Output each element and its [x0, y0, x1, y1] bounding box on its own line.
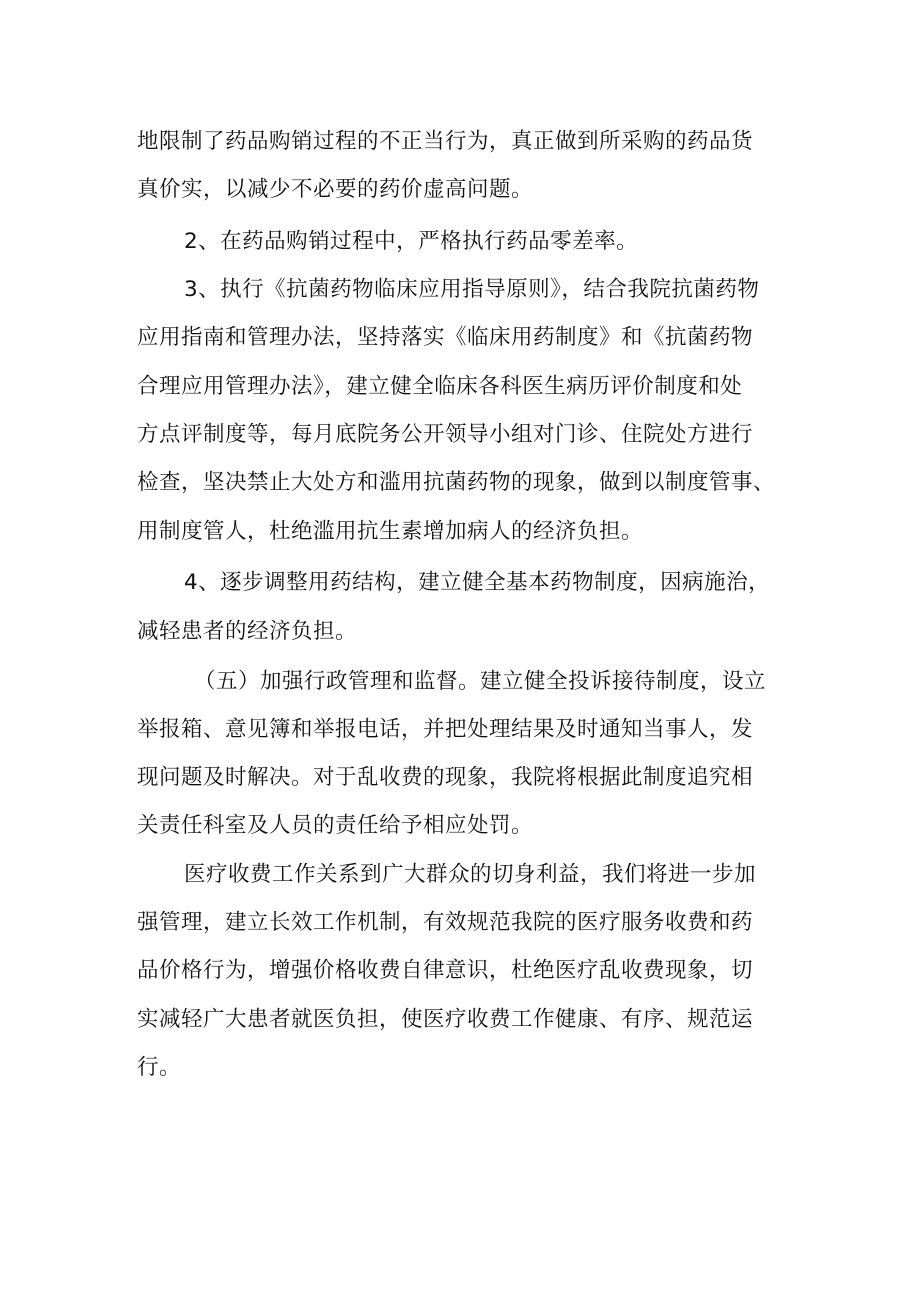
text-line: 用制度管人，杜绝滥用抗生素增加病人的经济负担。 — [137, 519, 644, 544]
text-line: 行。 — [137, 1055, 182, 1080]
text-line: 举报箱、意见簿和举报电话，并把处理结果及时通知当事人，发 — [137, 717, 754, 742]
text-line: 医疗收费工作关系到广大群众的切身利益，我们将进一步加 — [184, 862, 757, 887]
text-line: 关责任科室及人员的责任给予相应处罚。 — [137, 813, 534, 838]
text-line: 检查，坚决禁止大处方和滥用抗菌药物的现象，做到以制度管事、 — [137, 470, 776, 495]
text-line: 品价格行为，增强价格收费自律意识，杜绝医疗乱收费现象，切 — [137, 958, 754, 983]
text-line: 合理应用管理办法》，建立健全临床各科医生病历评价制度和处 — [137, 374, 743, 399]
text-line: 现问题及时解决。对于乱收费的现象，我院将根据此制度追究相 — [137, 765, 754, 790]
text-line: 减轻患者的经济负担。 — [137, 619, 358, 644]
text-line: 应用指南和管理办法，坚持落实《临床用药制度》和《抗菌药物 — [137, 325, 754, 350]
text-line: 4、逐步调整用药结构，建立健全基本药物制度，因病施治， — [184, 570, 771, 595]
text-line: 2、在药品购销过程中，严格执行药品零差率。 — [184, 229, 639, 254]
text-line: 3、执行《抗菌药物临床应用指导原则》，结合我院抗菌药物 — [184, 277, 760, 302]
text-line: 方点评制度等，每月底院务公开领导小组对门诊、住院处方进行 — [137, 422, 754, 447]
text-line: 真价实，以减少不必要的药价虚高问题。 — [137, 177, 534, 202]
text-line: 实减轻广大患者就医负担，使医疗收费工作健康、有序、规范运 — [137, 1007, 754, 1032]
text-line: 强管理，建立长效工作机制，有效规范我院的医疗服务收费和药 — [137, 910, 754, 935]
text-line: （五）加强行政管理和监督。建立健全投诉接待制度，设立 — [194, 669, 767, 694]
text-line: 地限制了药品购销过程的不正当行为，真正做到所采购的药品货 — [137, 129, 754, 154]
